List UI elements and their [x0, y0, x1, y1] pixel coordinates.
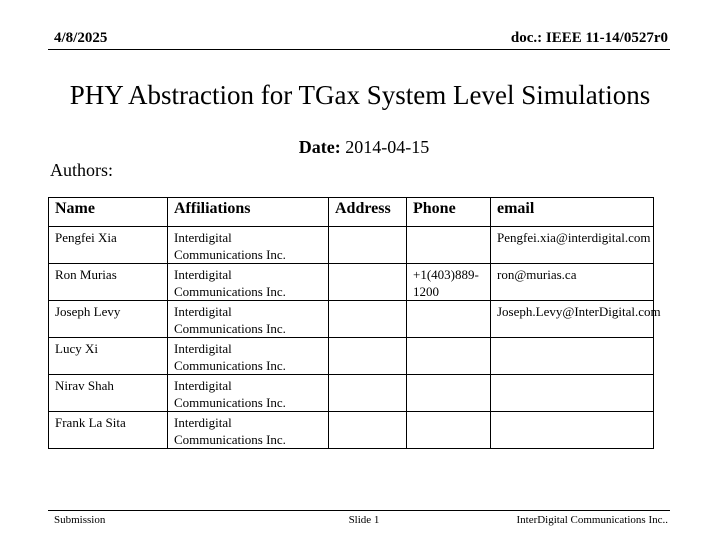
col-header-phone: Phone [407, 198, 491, 227]
author-name: Ron Murias [49, 264, 168, 301]
col-header-affiliations: Affiliations [168, 198, 329, 227]
header-divider [48, 49, 670, 50]
author-email: Joseph.Levy@InterDigital.com [491, 301, 654, 338]
footer-submission: Submission [54, 514, 106, 526]
author-name: Pengfei Xia [49, 227, 168, 264]
author-name: Nirav Shah [49, 375, 168, 412]
slide-title: PHY Abstraction for TGax System Level Simulations [69, 80, 651, 110]
author-affiliation: Interdigital Communications Inc. [168, 412, 329, 449]
table-row [49, 412, 654, 449]
col-header-name: Name [49, 198, 168, 227]
author-address [329, 375, 407, 412]
author-phone [407, 375, 491, 412]
author-email [491, 412, 654, 449]
author-address [329, 338, 407, 375]
table-row [49, 264, 654, 301]
author-email [491, 375, 654, 412]
author-phone [407, 301, 491, 338]
header-doc-id: doc.: IEEE 11-14/0527r0 [510, 30, 668, 46]
col-header-address: Address [329, 198, 407, 227]
date-label: Date: [298, 137, 341, 157]
author-address [329, 412, 407, 449]
author-affiliation: Interdigital Communications Inc. [168, 264, 329, 301]
header-date: 4/8/2025 [54, 30, 108, 46]
author-phone: +1(403)889-1200 [407, 264, 491, 301]
author-name: Frank La Sita [49, 412, 168, 449]
author-affiliation: Interdigital Communications Inc. [168, 301, 329, 338]
table-row [49, 301, 654, 338]
author-address [329, 264, 407, 301]
author-phone [407, 227, 491, 264]
author-email [491, 338, 654, 375]
author-address [329, 227, 407, 264]
table-row [49, 375, 654, 412]
col-header-email: email [491, 198, 654, 227]
author-name: Lucy Xi [49, 338, 168, 375]
authors-label: Authors: [50, 160, 113, 180]
table-row [49, 338, 654, 375]
author-affiliation: Interdigital Communications Inc. [168, 338, 329, 375]
author-phone [407, 338, 491, 375]
author-affiliation: Interdigital Communications Inc. [168, 375, 329, 412]
author-affiliation: Interdigital Communications Inc. [168, 227, 329, 264]
footer-organization: InterDigital Communications Inc.. [516, 514, 668, 526]
table-row [49, 227, 654, 264]
table-header-row [49, 198, 654, 227]
author-phone [407, 412, 491, 449]
author-address [329, 301, 407, 338]
footer-slide-number: Slide 1 [348, 514, 380, 526]
author-email: Pengfei.xia@interdigital.com [491, 227, 654, 264]
footer-divider [48, 510, 670, 511]
author-name: Joseph Levy [49, 301, 168, 338]
date-line [0, 137, 720, 158]
author-email: ron@murias.ca [491, 264, 654, 301]
date-value: 2014-04-15 [345, 137, 430, 157]
authors-table [48, 197, 661, 449]
